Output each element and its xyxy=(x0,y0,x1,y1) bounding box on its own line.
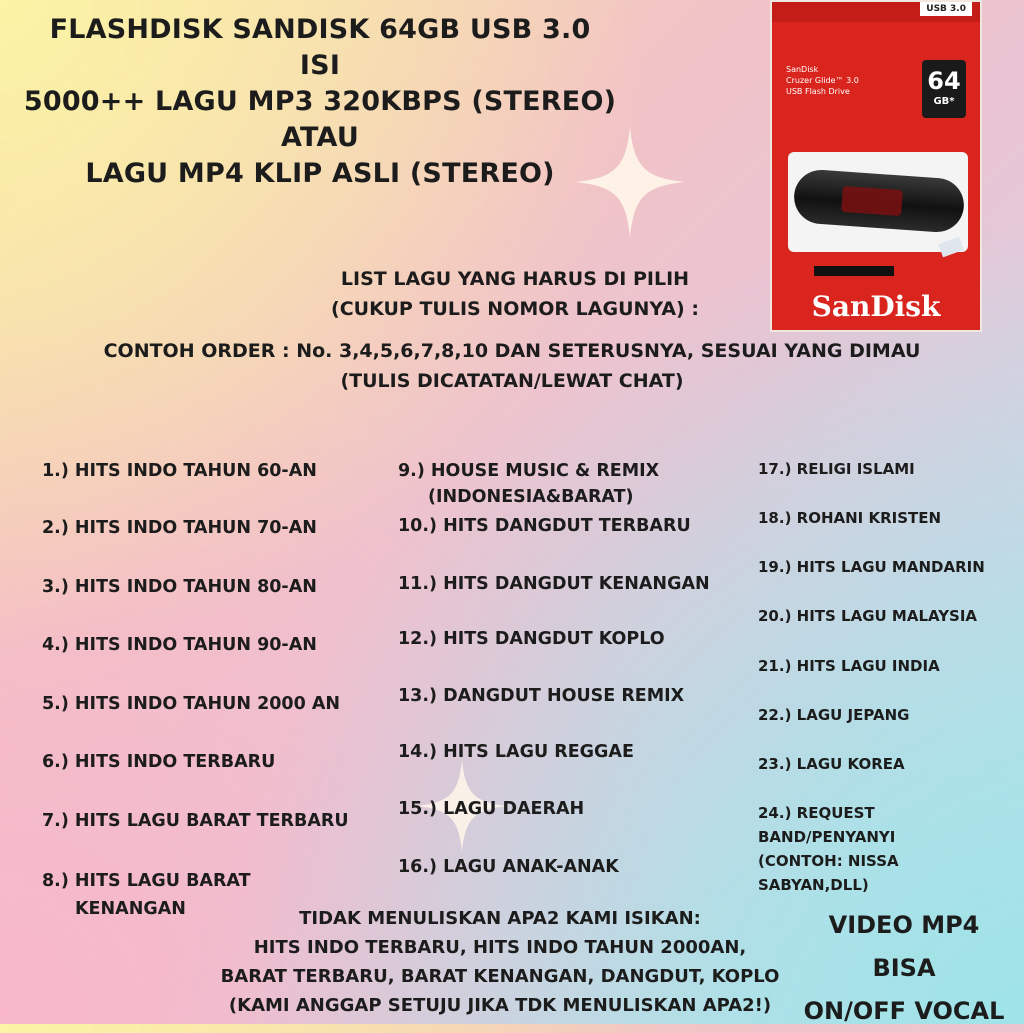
list-item: 6.) HITS INDO TERBARU xyxy=(42,752,276,772)
header-line-2: ISI xyxy=(299,50,341,81)
video-line-3: ON/OFF VOCAL xyxy=(803,997,1005,1025)
footer-line-3: BARAT TERBARU, BARAT KENANGAN, DANGDUT, KOPLO xyxy=(220,966,780,987)
list-item: 9.) HOUSE MUSIC & REMIX xyxy=(398,461,660,481)
list-item: 14.) HITS LAGU REGGAE xyxy=(398,742,634,762)
list-item: 15.) LAGU DAERAH xyxy=(398,799,585,819)
list-item: 7.) HITS LAGU BARAT TERBARU xyxy=(42,811,349,831)
list-item: 12.) HITS DANGDUT KOPLO xyxy=(398,629,665,649)
instructions-line-4: (TULIS DICATATAN/LEWAT CHAT) xyxy=(340,370,684,392)
header-line-4: ATAU xyxy=(281,122,359,153)
list-item: 24.) REQUEST xyxy=(758,804,875,822)
footer-note xyxy=(170,904,830,1020)
list-item: 5.) HITS INDO TAHUN 2000 AN xyxy=(42,694,341,714)
instructions-block xyxy=(200,264,830,324)
instructions-line-1: LIST LAGU YANG HARUS DI PILIH xyxy=(340,268,690,290)
list-item: (INDONESIA&BARAT) xyxy=(428,487,634,507)
footer-line-1: TIDAK MENULISKAN APA2 KAMI ISIKAN: xyxy=(299,908,701,929)
list-item: 22.) LAGU JEPANG xyxy=(758,706,910,724)
sparkle-icon xyxy=(570,122,690,242)
capacity-badge: 64 GB* xyxy=(922,60,966,118)
footer-line-2: HITS INDO TERBARU, HITS INDO TAHUN 2000AN, xyxy=(253,937,747,958)
list-item: 21.) HITS LAGU INDIA xyxy=(758,657,940,675)
list-item: 1.) HITS INDO TAHUN 60-AN xyxy=(42,461,317,481)
header-line-5: LAGU MP4 KLIP ASLI (STEREO) xyxy=(85,158,555,189)
header-title-block xyxy=(0,12,640,192)
list-item: 17.) RELIGI ISLAMI xyxy=(758,460,915,478)
list-item: (CONTOH: NISSA xyxy=(758,852,899,870)
list-item: 10.) HITS DANGDUT TERBARU xyxy=(398,516,691,536)
list-item: 19.) HITS LAGU MANDARIN xyxy=(758,558,985,576)
list-item: KENANGAN xyxy=(75,899,186,919)
instructions-line-3: CONTOH ORDER : No. 3,4,5,6,7,8,10 DAN SETERUSNYA, SESUAI YANG DIMAU xyxy=(103,340,921,362)
list-item: 2.) HITS INDO TAHUN 70-AN xyxy=(42,518,317,538)
list-item: 3.) HITS INDO TAHUN 80-AN xyxy=(42,577,317,597)
instructions-line-2: (CUKUP TULIS NOMOR LAGUNYA) : xyxy=(331,298,699,320)
list-item: 23.) LAGU KOREA xyxy=(758,755,905,773)
list-item: 16.) LAGU ANAK-ANAK xyxy=(398,857,619,877)
instructions-example xyxy=(0,336,1024,396)
header-line-3: 5000++ LAGU MP3 320KBPS (STEREO) xyxy=(23,86,617,117)
video-line-1: VIDEO MP4 xyxy=(828,911,980,939)
product-brand-small: SanDisk Cruzer Glide™ 3.0 USB Flash Drive xyxy=(786,65,859,96)
product-brand-logo: SanDisk xyxy=(811,290,941,323)
list-item: SABYAN,DLL) xyxy=(758,876,869,894)
header-line-1: FLASHDISK SANDISK 64GB USB 3.0 xyxy=(49,14,591,45)
list-item: BAND/PENYANYI xyxy=(758,828,896,846)
usb-tag: USB 3.0 xyxy=(920,2,972,16)
video-note xyxy=(784,904,1024,1033)
list-item: 20.) HITS LAGU MALAYSIA xyxy=(758,607,978,625)
list-item: 4.) HITS INDO TAHUN 90-AN xyxy=(42,635,317,655)
video-line-2: BISA xyxy=(872,954,936,982)
list-item: 11.) HITS DANGDUT KENANGAN xyxy=(398,574,710,594)
list-item: 18.) ROHANI KRISTEN xyxy=(758,509,942,527)
list-item: 13.) DANGDUT HOUSE REMIX xyxy=(398,686,685,706)
footer-line-4: (KAMI ANGGAP SETUJU JIKA TDK MENULISKAN APA2!) xyxy=(228,995,772,1016)
list-item: 8.) HITS LAGU BARAT xyxy=(42,871,251,891)
